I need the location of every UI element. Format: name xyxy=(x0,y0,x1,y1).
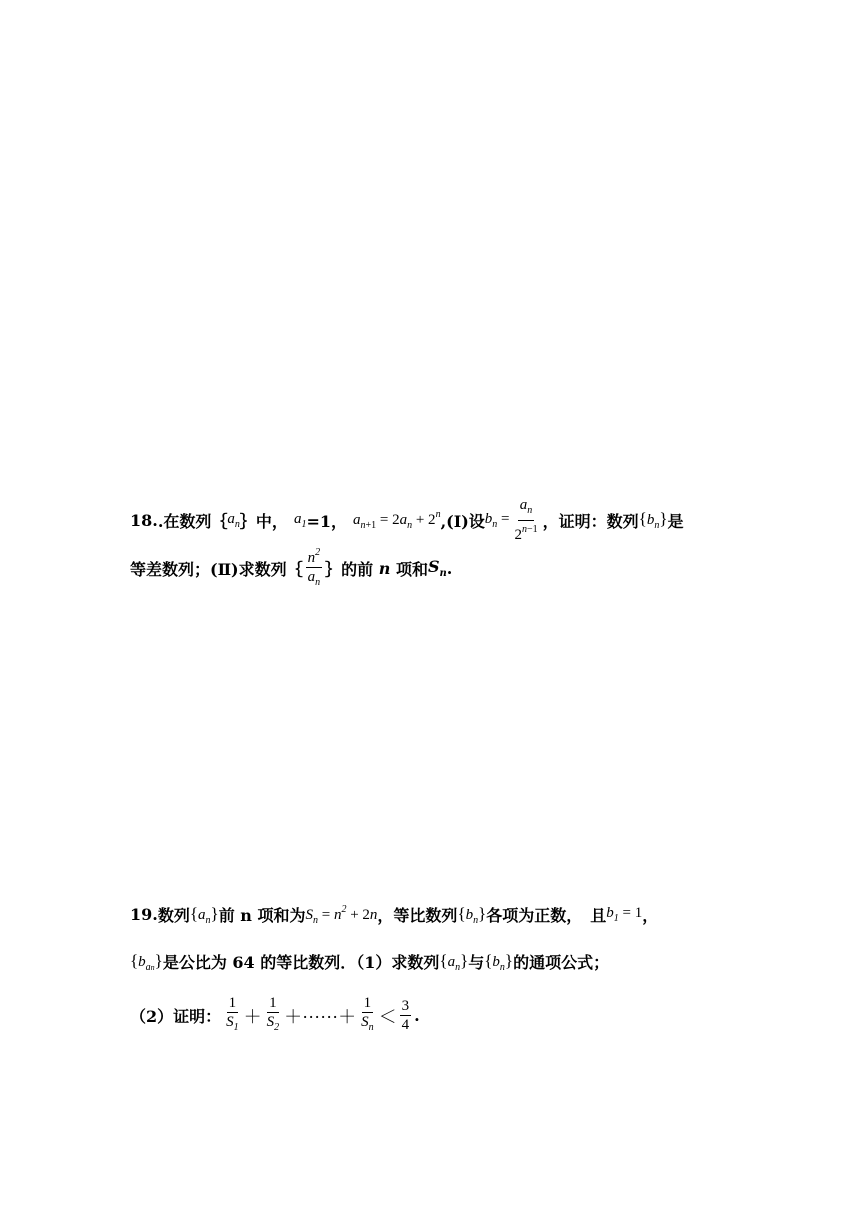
problem-18-text-2: ｝中， xyxy=(239,511,288,531)
problem-18-line-2 xyxy=(130,544,452,592)
problem-19-text-7: 与 xyxy=(468,953,485,972)
problem-19-text-6: 是公比为 64 的等比数列．（1）求数列 xyxy=(162,953,440,972)
problem-18-text-7: 等差数列；(Ⅱ)求数列｛ xyxy=(130,559,303,579)
problem-18-text-8: ｝的前 xyxy=(325,559,374,579)
math-set-b-n: $\{b_n\}$ xyxy=(638,509,668,531)
problem-18-text-6: 是 xyxy=(667,511,684,531)
problem-19-text-2: 前 n 项和为 xyxy=(218,906,306,925)
problem-19-text-8: 的通项公式； xyxy=(513,953,610,972)
math-a-1: $a_1$ xyxy=(293,510,307,530)
problem-18-text-3: =1， xyxy=(306,511,347,531)
math-set-b-n-2: $\{b_n\}$ xyxy=(457,903,487,926)
problem-19-line-2 xyxy=(130,950,609,973)
problem-19-text-4: 各项为正数， 且 xyxy=(486,906,607,925)
math-fraction-3-over-4: $\frac{3}{4}$ xyxy=(401,998,410,1033)
math-less-than: ＜ xyxy=(378,1006,397,1027)
math-recurrence: $a_{n+1} = 2a_n + 2^n$ xyxy=(352,509,441,531)
math-n: n xyxy=(373,558,396,578)
problem-18-text-4: ,(Ⅰ)设 xyxy=(440,511,485,531)
problem-18-text-9: 项和 xyxy=(395,559,428,579)
math-set-a-n: $\{a_n\}$ xyxy=(189,903,219,926)
problem-18-line-1 xyxy=(130,496,684,544)
math-plus-ellipsis: ＋······＋ xyxy=(284,1006,357,1027)
math-fraction-1-over-s2: $\frac{1}{S_2}$ xyxy=(266,995,280,1033)
problem-18-number: 18. xyxy=(130,510,158,530)
problem-19-text-5: ， xyxy=(642,906,659,925)
math-fraction-1-over-sn: $\frac{1}{S_n}$ xyxy=(361,995,374,1033)
math-s-n: $S_n$ xyxy=(427,557,447,579)
problem-19-line-3 xyxy=(130,994,420,1037)
problem-18-text-1: .在数列｛ xyxy=(157,511,228,531)
math-fraction-n2-over-an: $\frac{n^2}{a_n}$ xyxy=(306,544,323,592)
math-a-n: $a_n$ xyxy=(227,510,240,530)
math-fraction-1-over-s1: $\frac{1}{S_1}$ xyxy=(226,995,239,1033)
problem-19-text-1: 数列 xyxy=(157,906,190,925)
problem-19-number: 19. xyxy=(130,905,158,924)
problem-19-text-9: （2）证明： xyxy=(130,1007,222,1026)
math-plus-1: ＋ xyxy=(243,1006,262,1027)
problem-19-text-10: . xyxy=(414,1006,420,1025)
problem-18-text-5: ，证明：数列 xyxy=(542,511,639,531)
problem-19-text-3: ，等比数列 xyxy=(377,906,458,925)
problem-18-text-10: . xyxy=(446,558,453,578)
math-set-b-a-n: $\{b_{an}\}$ xyxy=(130,950,163,973)
math-set-a-n-2: $\{a_n\}$ xyxy=(439,950,469,973)
math-b-n: $b_n$ = xyxy=(484,510,510,530)
math-b1-eq-1: $b_1 = 1$ xyxy=(606,905,643,924)
math-sn-formula: $S_n = n^2 + 2n$ xyxy=(305,903,378,926)
math-set-b-n-3: $\{b_n\}$ xyxy=(484,950,514,973)
math-fraction-an-over-2n: $\frac{a_n}{2^{n-1}}$ xyxy=(514,497,538,543)
problem-19-line-1 xyxy=(130,903,658,926)
